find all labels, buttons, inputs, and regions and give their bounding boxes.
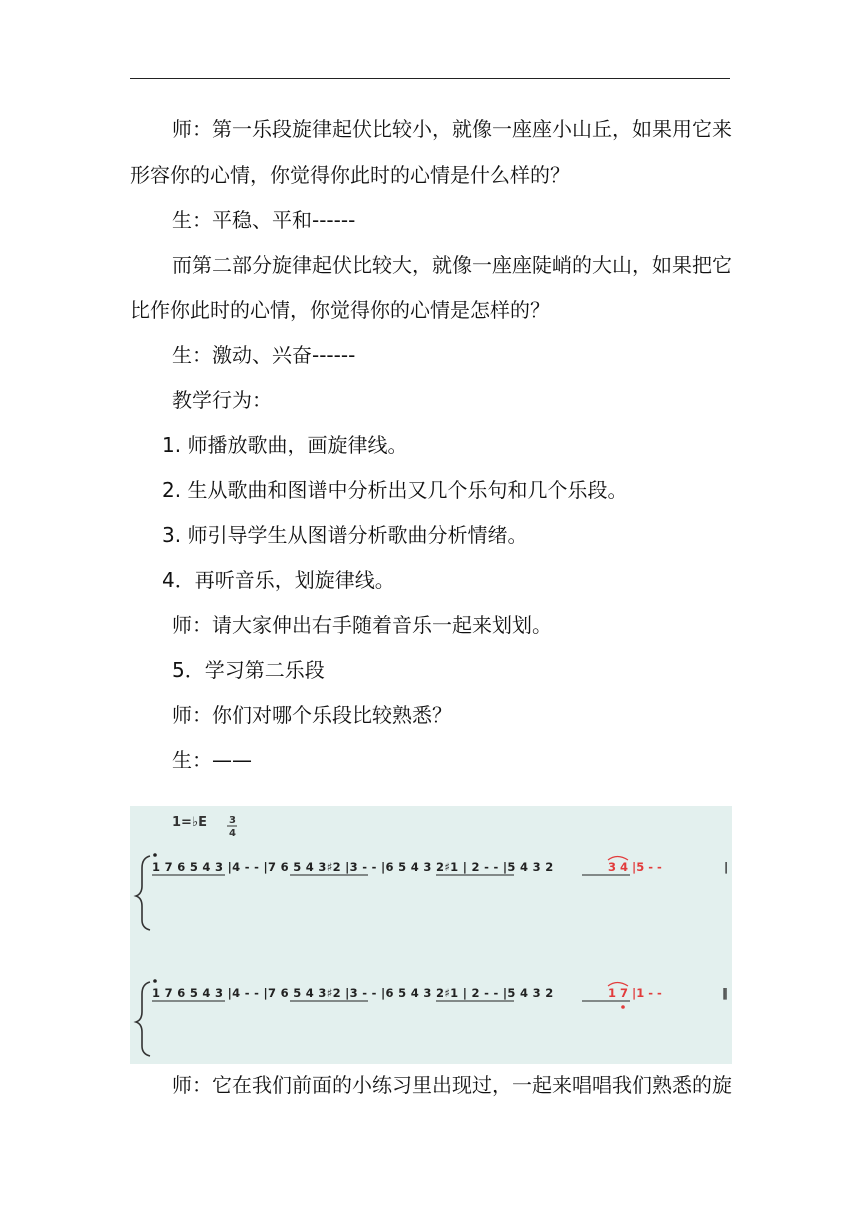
music-score-image — [130, 806, 732, 1064]
low-dot-red — [621, 1005, 625, 1009]
paragraph-6: 生：激动、兴奋------ — [172, 343, 356, 367]
list-item-1: 1. 师播放歌曲，画旋律线。 — [162, 433, 408, 457]
brace-line-2 — [136, 982, 150, 1056]
score-svg — [130, 806, 732, 1064]
paragraph-2: 形容你的心情，你觉得你此时的心情是什么样的？ — [130, 163, 570, 187]
paragraph-4: 而第二部分旋律起伏比较大，就像一座座陡峭的大山，如果把它 — [172, 253, 732, 277]
score-line-2-notes: 1 7 6 5 4 3 |4 - - |7 6 5 4 3♯2 |3 - - |6 5 4 3 2♯1 | 2 - - |5 4 3 2 — [152, 986, 554, 1000]
list-item-2: 2. 生从歌曲和图谱中分析出又几个乐句和几个乐段。 — [162, 478, 628, 502]
paragraph-9: 师：你们对哪个乐段比较熟悉？ — [172, 703, 452, 727]
high-dot-2 — [153, 979, 157, 983]
paragraph-8: 师：请大家伸出右手随着音乐一起来划划。 — [172, 613, 552, 637]
paragraph-5: 比作你此时的心情，你觉得你的心情是怎样的？ — [130, 298, 550, 322]
key-signature: 1=♭E — [172, 815, 207, 830]
brace-line-1 — [136, 856, 150, 930]
paragraph-1: 师：第一乐段旋律起伏比较小，就像一座座小山丘，如果用它来 — [172, 117, 732, 141]
paragraph-10: 生：—— — [172, 748, 252, 772]
time-signature-top: 3 — [229, 815, 236, 826]
score-line-2-end: ‖ — [722, 986, 728, 1000]
time-signature-bottom: 4 — [229, 828, 236, 839]
list-item-3: 3. 师引导学生从图谱分析歌曲分析情绪。 — [162, 523, 528, 547]
high-dot-1 — [153, 853, 157, 857]
header-rule — [130, 78, 730, 79]
paragraph-7: 教学行为： — [172, 388, 272, 412]
list-item-4: 4．再听音乐，划旋律线。 — [162, 568, 395, 592]
paragraph-11: 师：它在我们前面的小练习里出现过，一起来唱唱我们熟悉的旋 — [172, 1073, 732, 1097]
score-line-1-notes: 1 7 6 5 4 3 |4 - - |7 6 5 4 3♯2 |3 - - |6 5 4 3 2♯1 | 2 - - |5 4 3 2 — [152, 860, 554, 874]
paragraph-3: 生：平稳、平和------ — [172, 208, 356, 232]
score-line-1-highlight: 3 4 |5 - - — [608, 860, 662, 874]
score-line-1-end: | — [724, 860, 729, 874]
list-item-5: 5．学习第二乐段 — [172, 658, 325, 682]
score-line-2-highlight: 1 7 |1 - - — [608, 986, 662, 1000]
